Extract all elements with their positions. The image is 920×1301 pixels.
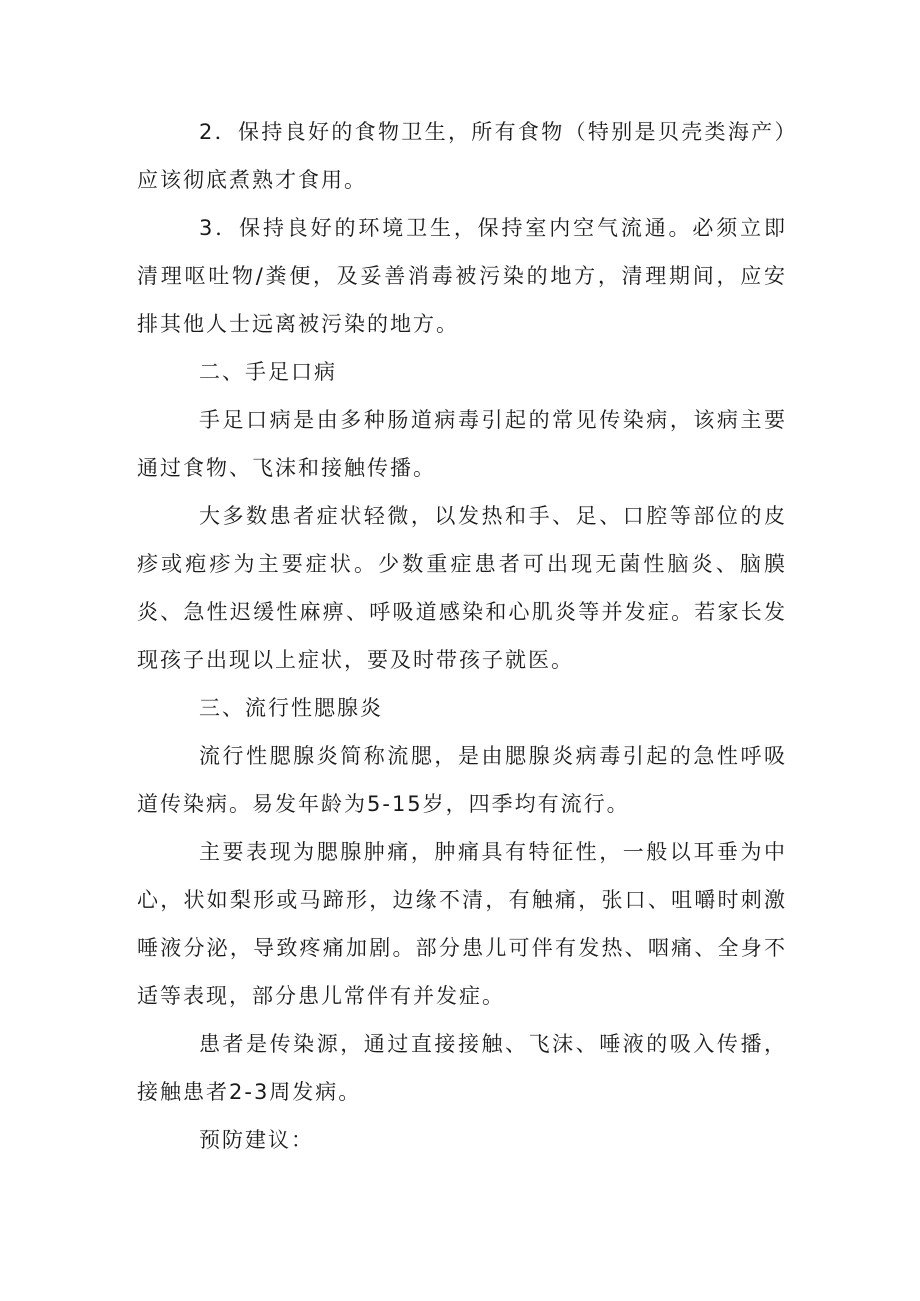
paragraph-food-hygiene: 2．保持良好的食物卫生，所有食物（特别是贝壳类海产）应该彻底煮熟才食用。 xyxy=(137,120,787,192)
section-heading-hand-foot-mouth: 二、手足口病 xyxy=(199,360,337,384)
paragraph-mumps-intro: 流行性腮腺炎简称流腮，是由腮腺炎病毒引起的急性呼吸道传染病。易发年龄为5-15岁，四季均有流行。 xyxy=(137,744,787,816)
section-heading-prevention: 预防建议： xyxy=(199,1128,314,1152)
paragraph-mumps-transmission: 患者是传染源，通过直接接触、飞沫、唾液的吸入传播，接触患者2-3周发病。 xyxy=(137,1032,787,1104)
paragraph-hfmd-intro: 手足口病是由多种肠道病毒引起的常见传染病，该病主要通过食物、飞沫和接触传播。 xyxy=(137,408,787,480)
section-heading-mumps: 三、流行性腮腺炎 xyxy=(199,696,383,720)
paragraph-hfmd-symptoms: 大多数患者症状轻微，以发热和手、足、口腔等部位的皮疹或疱疹为主要症状。少数重症患者可出现无菌性脑炎、脑膜炎、急性迟缓性麻痹、呼吸道感染和心肌炎等并发症。若家长发现孩子出现以上症状，要及时带孩子就医。 xyxy=(137,504,787,672)
document-body xyxy=(137,108,787,1164)
paragraph-environment-hygiene: 3．保持良好的环境卫生，保持室内空气流通。必须立即清理呕吐物/粪便，及妥善消毒被污染的地方，清理期间，应安排其他人士远离被污染的地方。 xyxy=(137,216,787,336)
paragraph-mumps-symptoms: 主要表现为腮腺肿痛，肿痛具有特征性，一般以耳垂为中心，状如梨形或马蹄形，边缘不清，有触痛，张口、咀嚼时刺激唾液分泌，导致疼痛加剧。部分患儿可伴有发热、咽痛、全身不适等表现，部分患儿常伴有并发症。 xyxy=(137,840,787,1008)
